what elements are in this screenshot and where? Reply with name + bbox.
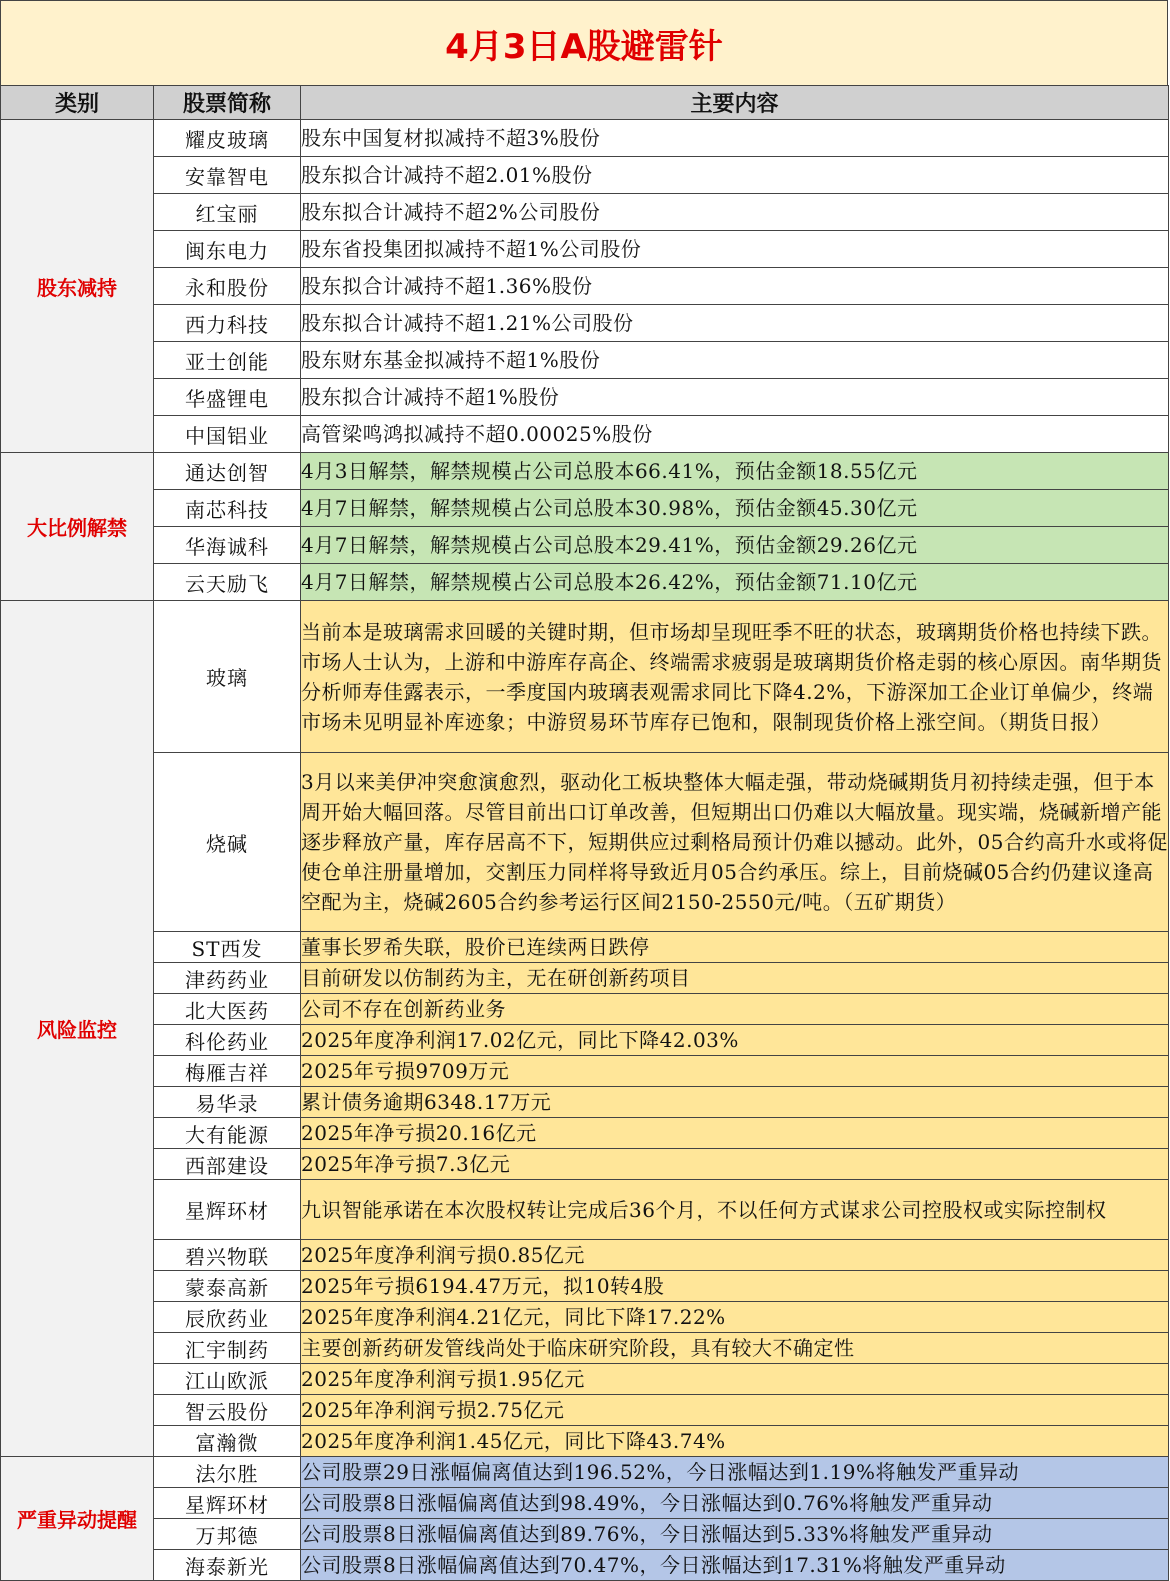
table-row — [1, 1240, 1169, 1271]
stock-name: 富瀚微 — [154, 1426, 301, 1457]
table-row — [1, 194, 1169, 231]
content-cell: 3月以来美伊冲突愈演愈烈，驱动化工板块整体大幅走强，带动烧碱期货月初持续走强，但于本周开始大幅回落。尽管目前出口订单改善，但短期出口仍难以大幅放量。现实端，烧碱新增产能逐步释放产量，库存居高不下，短期供应过剩格局预计仍难以撼动。此外，05合约高升水或将促使仓单注册量增加，交割压力同样将导致近月05合约承压。综上，目前烧碱05合约仍建议逢高空配为主，烧碱2605合约参考运行区间2150-2550元/吨。（五矿期货） — [301, 753, 1169, 932]
stock-name: 法尔胜 — [154, 1457, 301, 1488]
table-row — [1, 1302, 1169, 1333]
table-row — [1, 453, 1169, 490]
table-row — [1, 490, 1169, 527]
content-cell: 股东拟合计减持不超2%公司股份 — [301, 194, 1169, 231]
table-row — [1, 963, 1169, 994]
category-cell: 股东减持 — [1, 120, 154, 453]
content-cell: 公司股票8日涨幅偏离值达到70.47%，今日涨幅达到17.31%将触发严重异动 — [301, 1550, 1169, 1581]
content-cell: 当前本是玻璃需求回暖的关键时期，但市场却呈现旺季不旺的状态，玻璃期货价格也持续下跌。市场人士认为，上游和中游库存高企、终端需求疲弱是玻璃期货价格走弱的核心原因。南华期货分析师寿佳露表示，一季度国内玻璃表观需求同比下降4.2%，下游深加工企业订单偏少，终端市场未见明显补库迹象；中游贸易环节库存已饱和，限制现货价格上涨空间。（期货日报） — [301, 601, 1169, 753]
content-cell: 高管梁鸣鸿拟减持不超0.00025%股份 — [301, 416, 1169, 453]
stock-name: 闽东电力 — [154, 231, 301, 268]
content-cell: 4月7日解禁，解禁规模占公司总股本29.41%，预估金额29.26亿元 — [301, 527, 1169, 564]
content-cell: 2025年亏损6194.47万元，拟10转4股 — [301, 1271, 1169, 1302]
table-row — [1, 1550, 1169, 1581]
content-cell: 2025年亏损9709万元 — [301, 1056, 1169, 1087]
table-row — [1, 1271, 1169, 1302]
page-title: 4月3日A股避雷针 — [0, 0, 1168, 86]
category-cell: 风险监控 — [1, 601, 154, 1457]
header-stock: 股票简称 — [154, 86, 301, 120]
content-cell: 股东中国复材拟减持不超3%股份 — [301, 120, 1169, 157]
table-row — [1, 1395, 1169, 1426]
stock-name: 北大医药 — [154, 994, 301, 1025]
header-row — [1, 86, 1169, 120]
table-row — [1, 416, 1169, 453]
stock-name: 辰欣药业 — [154, 1302, 301, 1333]
content-cell: 九识智能承诺在本次股权转让完成后36个月，不以任何方式谋求公司控股权或实际控制权 — [301, 1180, 1169, 1240]
stock-name: 亚士创能 — [154, 342, 301, 379]
content-cell: 股东拟合计减持不超1.36%股份 — [301, 268, 1169, 305]
content-cell: 4月7日解禁，解禁规模占公司总股本30.98%，预估金额45.30亿元 — [301, 490, 1169, 527]
table-row — [1, 1087, 1169, 1118]
risk-table — [0, 85, 1169, 1581]
content-cell: 目前研发以仿制药为主，无在研创新药项目 — [301, 963, 1169, 994]
content-cell: 累计债务逾期6348.17万元 — [301, 1087, 1169, 1118]
stock-name: 通达创智 — [154, 453, 301, 490]
content-cell: 2025年度净利润4.21亿元，同比下降17.22% — [301, 1302, 1169, 1333]
table-row — [1, 601, 1169, 753]
stock-name: 西部建设 — [154, 1149, 301, 1180]
stock-name: 南芯科技 — [154, 490, 301, 527]
stock-name: 烧碱 — [154, 753, 301, 932]
content-cell: 2025年净亏损7.3亿元 — [301, 1149, 1169, 1180]
section-risk-monitor — [1, 601, 1169, 1457]
table-row — [1, 994, 1169, 1025]
table-row — [1, 342, 1169, 379]
header-content: 主要内容 — [301, 86, 1169, 120]
table-row — [1, 1364, 1169, 1395]
table-row — [1, 231, 1169, 268]
table-row — [1, 1118, 1169, 1149]
table-row — [1, 1180, 1169, 1240]
section-severe-abnormal — [1, 1457, 1169, 1581]
table-row — [1, 564, 1169, 601]
table-row — [1, 1025, 1169, 1056]
content-cell: 4月7日解禁，解禁规模占公司总股本26.42%，预估金额71.10亿元 — [301, 564, 1169, 601]
stock-name: 云天励飞 — [154, 564, 301, 601]
content-cell: 董事长罗希失联，股价已连续两日跌停 — [301, 932, 1169, 963]
table-row — [1, 1488, 1169, 1519]
header-category: 类别 — [1, 86, 154, 120]
content-cell: 股东拟合计减持不超1%股份 — [301, 379, 1169, 416]
table-row — [1, 268, 1169, 305]
stock-name: ST西发 — [154, 932, 301, 963]
stock-name: 安靠智电 — [154, 157, 301, 194]
content-cell: 2025年度净利润1.45亿元，同比下降43.74% — [301, 1426, 1169, 1457]
stock-name: 汇宇制药 — [154, 1333, 301, 1364]
table-row — [1, 1333, 1169, 1364]
stock-name: 梅雁吉祥 — [154, 1056, 301, 1087]
content-cell: 公司股票8日涨幅偏离值达到98.49%，今日涨幅达到0.76%将触发严重异动 — [301, 1488, 1169, 1519]
stock-name: 海泰新光 — [154, 1550, 301, 1581]
stock-name: 永和股份 — [154, 268, 301, 305]
stock-name: 万邦德 — [154, 1519, 301, 1550]
content-cell: 主要创新药研发管线尚处于临床研究阶段，具有较大不确定性 — [301, 1333, 1169, 1364]
stock-name: 耀皮玻璃 — [154, 120, 301, 157]
stock-name: 星辉环材 — [154, 1488, 301, 1519]
table-row — [1, 1519, 1169, 1550]
content-cell: 股东拟合计减持不超2.01%股份 — [301, 157, 1169, 194]
content-cell: 公司股票8日涨幅偏离值达到89.76%，今日涨幅达到5.33%将触发严重异动 — [301, 1519, 1169, 1550]
stock-name: 星辉环材 — [154, 1180, 301, 1240]
table-row — [1, 305, 1169, 342]
stock-name: 红宝丽 — [154, 194, 301, 231]
stock-name: 华海诚科 — [154, 527, 301, 564]
stock-name: 大有能源 — [154, 1118, 301, 1149]
table-row — [1, 1426, 1169, 1457]
content-cell: 2025年度净利润17.02亿元，同比下降42.03% — [301, 1025, 1169, 1056]
table-row — [1, 1056, 1169, 1087]
table-row — [1, 1149, 1169, 1180]
content-cell: 股东财东基金拟减持不超1%股份 — [301, 342, 1169, 379]
content-cell: 2025年度净利润亏损1.95亿元 — [301, 1364, 1169, 1395]
content-cell: 2025年净亏损20.16亿元 — [301, 1118, 1169, 1149]
table-row — [1, 1457, 1169, 1488]
stock-name: 玻璃 — [154, 601, 301, 753]
stock-name: 华盛锂电 — [154, 379, 301, 416]
stock-name: 智云股份 — [154, 1395, 301, 1426]
content-cell: 股东拟合计减持不超1.21%公司股份 — [301, 305, 1169, 342]
table-row — [1, 120, 1169, 157]
content-cell: 2025年度净利润亏损0.85亿元 — [301, 1240, 1169, 1271]
section-large-unlock — [1, 453, 1169, 601]
content-cell: 公司股票29日涨幅偏离值达到196.52%，今日涨幅达到1.19%将触发严重异动 — [301, 1457, 1169, 1488]
table-row — [1, 379, 1169, 416]
table-row — [1, 157, 1169, 194]
stock-name: 江山欧派 — [154, 1364, 301, 1395]
category-cell: 严重异动提醒 — [1, 1457, 154, 1581]
stock-name: 西力科技 — [154, 305, 301, 342]
stock-name: 碧兴物联 — [154, 1240, 301, 1271]
stock-name: 蒙泰高新 — [154, 1271, 301, 1302]
table-row — [1, 753, 1169, 932]
table-row — [1, 932, 1169, 963]
stock-name: 中国铝业 — [154, 416, 301, 453]
content-cell: 股东省投集团拟减持不超1%公司股份 — [301, 231, 1169, 268]
category-cell: 大比例解禁 — [1, 453, 154, 601]
section-shareholder-reduction — [1, 120, 1169, 453]
content-cell: 2025年净利润亏损2.75亿元 — [301, 1395, 1169, 1426]
table-row — [1, 527, 1169, 564]
content-cell: 4月3日解禁，解禁规模占公司总股本66.41%，预估金额18.55亿元 — [301, 453, 1169, 490]
content-cell: 公司不存在创新药业务 — [301, 994, 1169, 1025]
stock-name: 易华录 — [154, 1087, 301, 1118]
stock-name: 津药药业 — [154, 963, 301, 994]
stock-name: 科伦药业 — [154, 1025, 301, 1056]
